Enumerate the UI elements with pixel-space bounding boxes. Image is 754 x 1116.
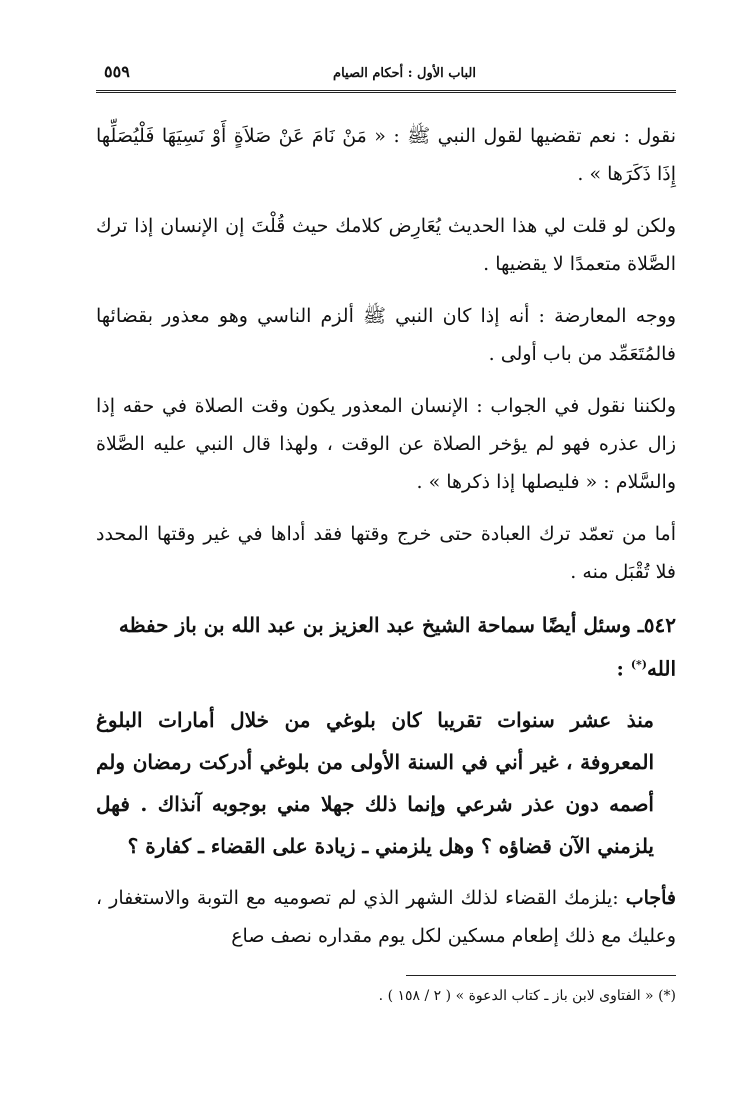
question-text: منذ عشر سنوات تقريبا كان بلوغي من خلال أمارات البلوغ المعروفة ، غير أني في السنة الأولى من بلوغي أدركت رمضان ولم أصمه دون عذر شرعي وإنما ذلك جهلا مني بوجوبه آنذاك . فهل يلزمني الآن قضاؤه ؟ وهل يلزمني ـ زيادة على القضاء ـ كفارة ؟ [96, 707, 654, 858]
answer-text: :يلزمك القضاء لذلك الشهر الذي لم تصوميه مع التوبة والاستغفار ، وعليك مع ذلك إطعام مسكين لكل يوم مقداره نصف صاع [96, 886, 676, 947]
footnote-separator [406, 975, 676, 976]
book-page [96, 62, 676, 1004]
question-heading-suffix: : [616, 656, 631, 681]
page-number: ٥٥٩ [104, 62, 130, 81]
footnote-marker: (*) [630, 658, 647, 671]
running-header [96, 62, 676, 86]
chapter-title: الباب الأول : أحكام الصيام [333, 66, 476, 81]
paragraph: ولكننا نقول في الجواب : الإنسان المعذور يكون وقت الصلاة في حقه إذا زال عذره فهو لم يؤخر الصلاة عن الوقت ، ولهذا قال النبي عليه الصَّلاة والسَّلام : « فليصلها إذا ذكرها » . [96, 395, 676, 493]
answer [96, 879, 676, 955]
page-body [96, 117, 676, 1004]
paragraph: نقول : نعم تقضيها لقول النبي ﷺ : « مَنْ نَامَ عَنْ صَلاَةٍ أَوْ نَسِيَهَا فَلْيُصَلِّها إِذَا ذَكَرَها » . [96, 125, 676, 185]
footnote: (*) « الفتاوى لابن باز ـ كتاب الدعوة » ( ٢ / ١٥٨ ) . [378, 987, 676, 1004]
paragraph: أما من تعمّد ترك العبادة حتى خرج وقتها فقد أداها في غير وقتها المحدد فلا تُقْبَل منه . [96, 523, 676, 583]
question-heading [96, 605, 676, 689]
answer-lead: فأجاب [625, 886, 676, 909]
paragraph: ووجه المعارضة : أنه إذا كان النبي ﷺ ألزم الناسي وهو معذور بقضائها فالمُتَعَمِّد من باب أولى . [96, 305, 676, 365]
paragraph: ولكن لو قلت لي هذا الحديث يُعَارِض كلامك حيث قُلْتَ إن الإنسان إذا ترك الصَّلاة متعمدًا لا يقضيها . [96, 215, 676, 275]
footnote-separator-wrap [96, 955, 676, 976]
question-number: ٥٤٢ـ [637, 613, 676, 637]
question-heading-text: وسئل أيضًا سماحة الشيخ عبد العزيز بن عبد الله بن باز حفظه الله [118, 613, 676, 681]
header-rule [96, 90, 676, 93]
